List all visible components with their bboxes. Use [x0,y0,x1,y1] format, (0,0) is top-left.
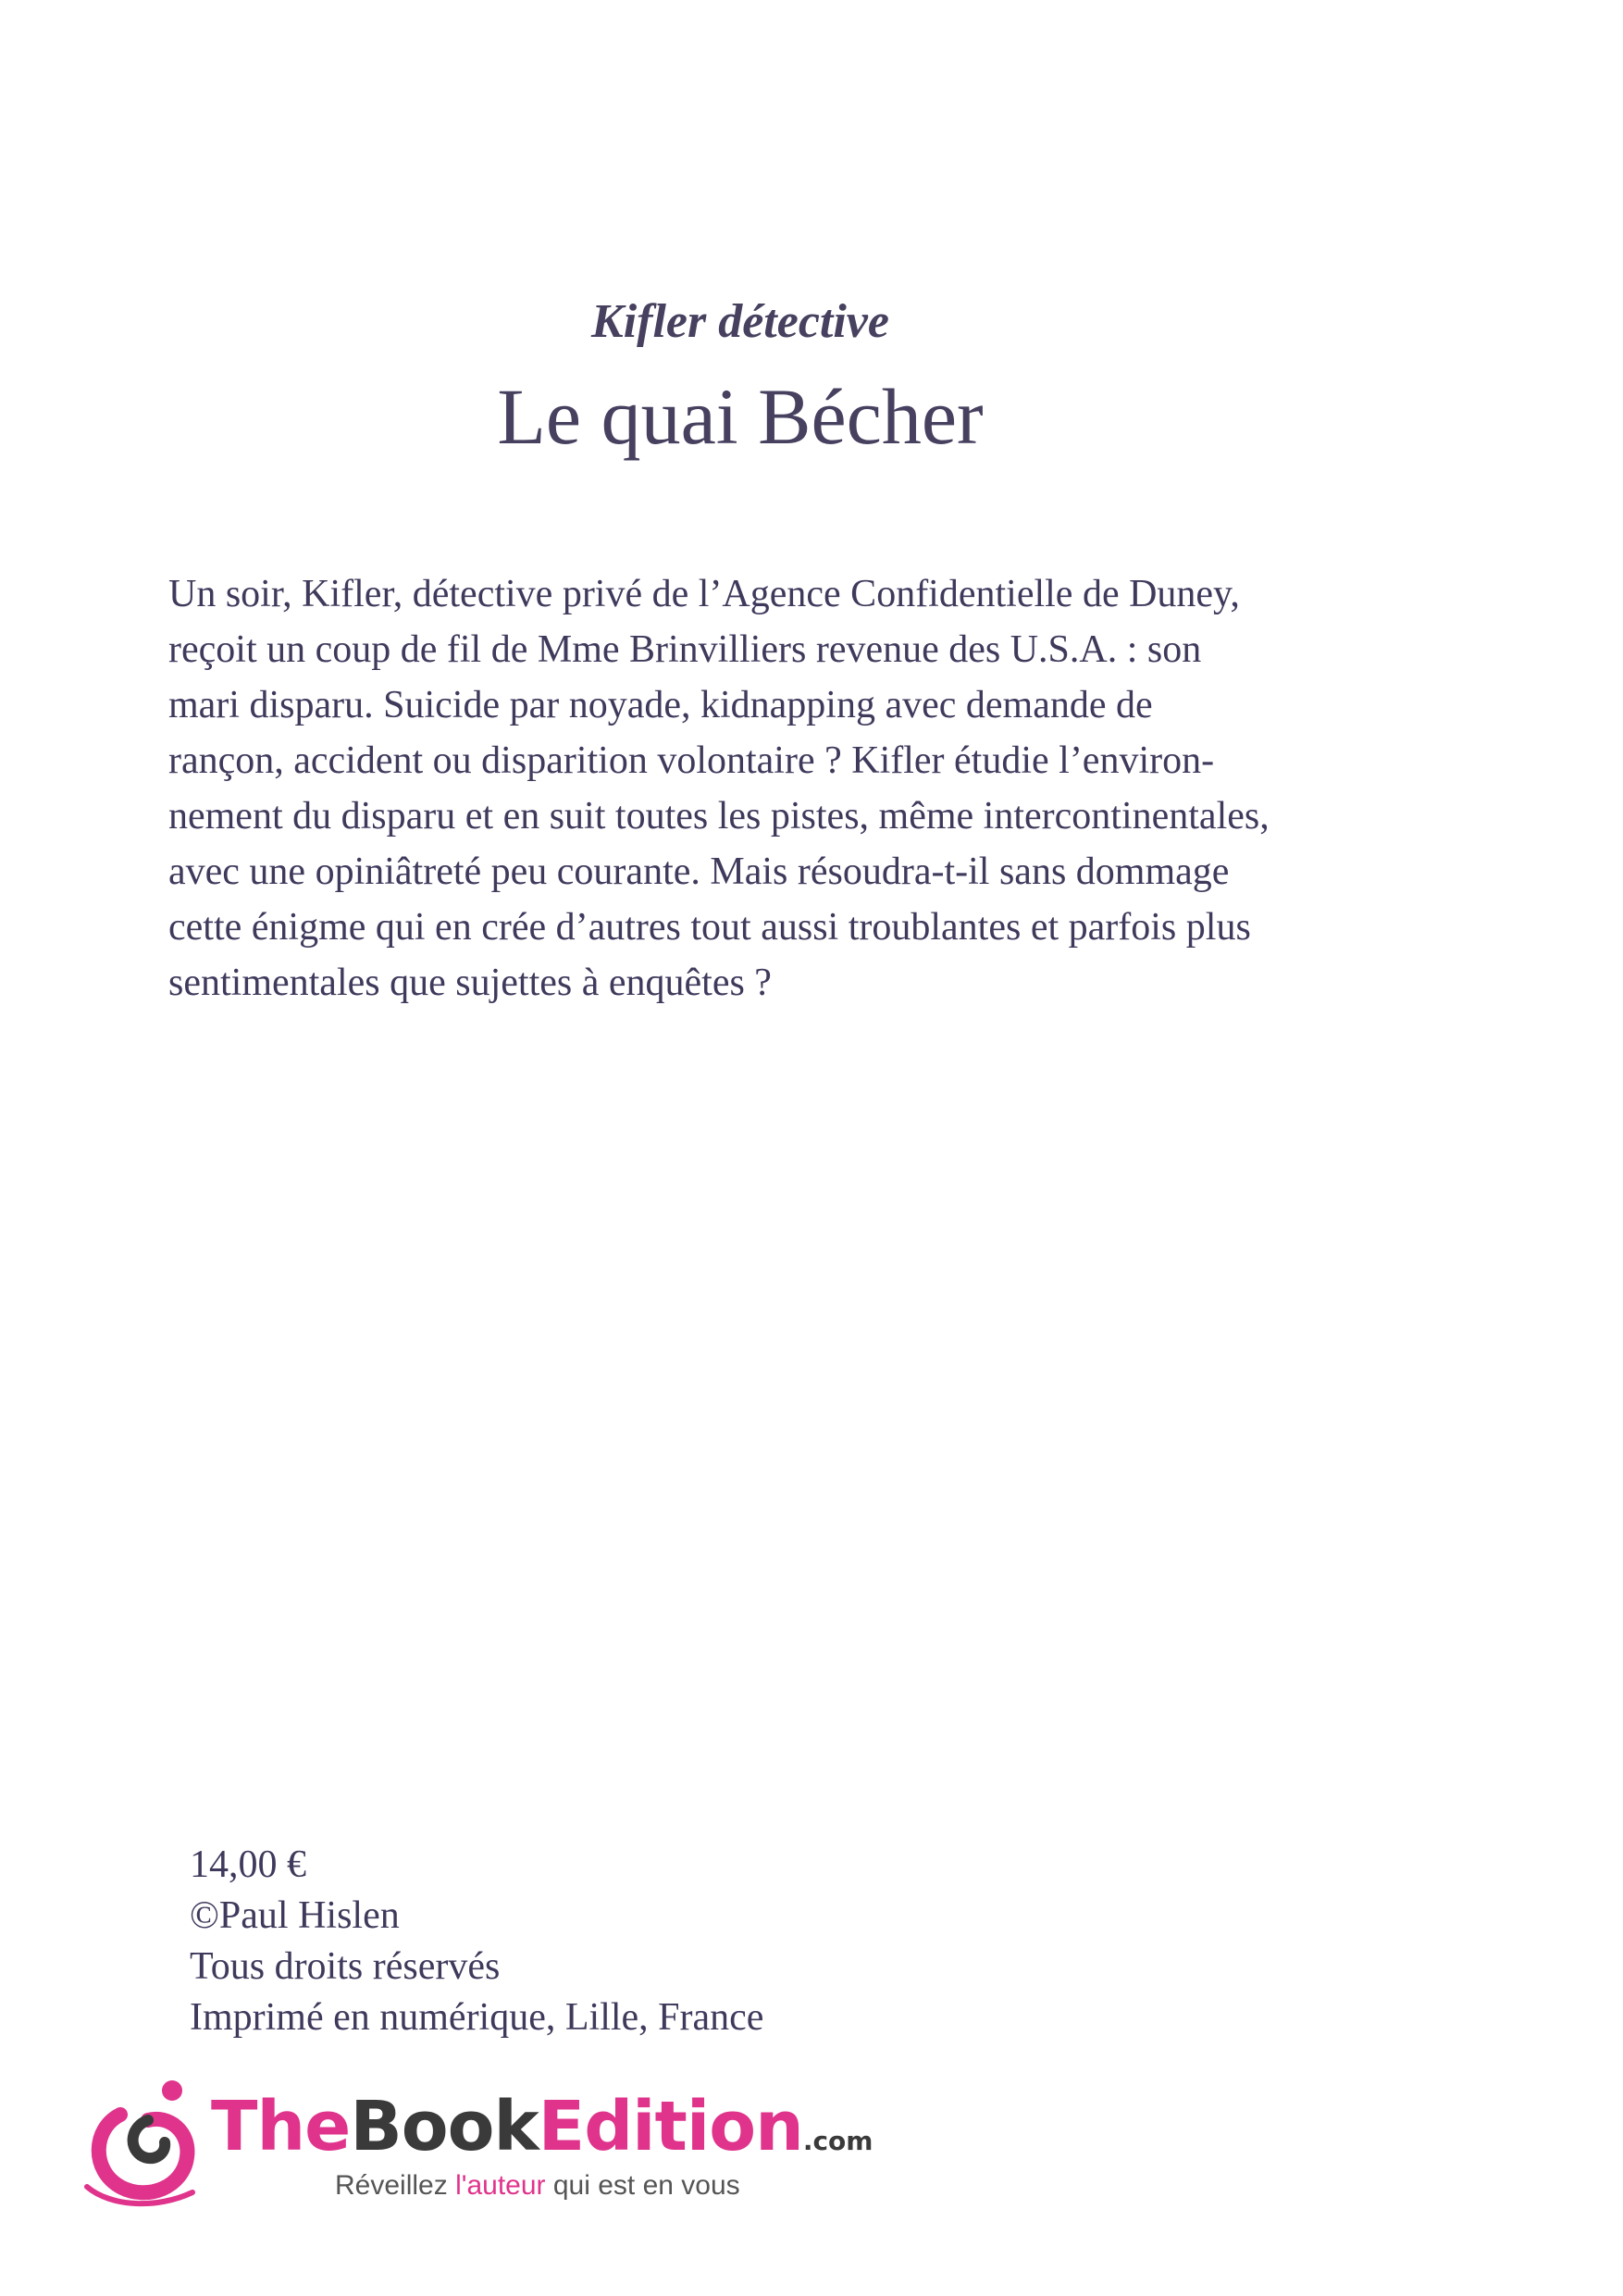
copyright: ©Paul Hislen [190,1894,400,1937]
tagline-start: Réveillez [335,2170,456,2201]
publisher-logo [83,2078,873,2216]
printing-notice: Imprimé en numérique, Lille, France [190,1996,764,2039]
tagline-accent: l'auteur [455,2170,546,2201]
blurb-line: avec une opiniâtreté peu courante. Mais résoudra-t-il sans dommage [168,850,1230,893]
blurb-line: mari disparu. Suicide par noyade, kidnapping avec demande de [168,684,1153,726]
logo-word-book: Book [350,2087,539,2166]
publication-info [190,1840,763,2043]
blurb-line: sentimentales que sujettes à enquêtes ? [168,962,772,1004]
book-title: Le quai Bécher [497,372,984,461]
blurb-line: rançon, accident ou disparition volontaire ? Kifler étudie l’environ- [168,739,1215,782]
logo-word-edition: Edition [538,2087,803,2166]
logo-wordmark [211,2085,873,2183]
series-title: Kifler détective [591,295,889,348]
tagline-end: qui est en vous [545,2170,740,2201]
price: 14,00 € [190,1843,306,1886]
blurb-line: cette énigme qui en crée d’autres tout aussi troublantes et parfois plus [168,906,1251,949]
logo-word-the: The [211,2087,351,2166]
rights-notice: Tous droits réservés [190,1945,501,1988]
blurb-line: nement du disparu et en suit toutes les pistes, même intercontinentales, [168,795,1270,838]
thebookedition-logo-icon [83,2078,204,2207]
blurb-line: reçoit un coup de fil de Mme Brinvilliers revenue des U.S.A. : son [168,628,1202,671]
logo-dotcom: .com [802,2126,873,2156]
logo-tagline [335,2170,740,2202]
back-cover-blurb [168,566,1501,1011]
blurb-line: Un soir, Kifler, détective privé de l’Agence Confidentielle de Duney, [168,573,1240,615]
